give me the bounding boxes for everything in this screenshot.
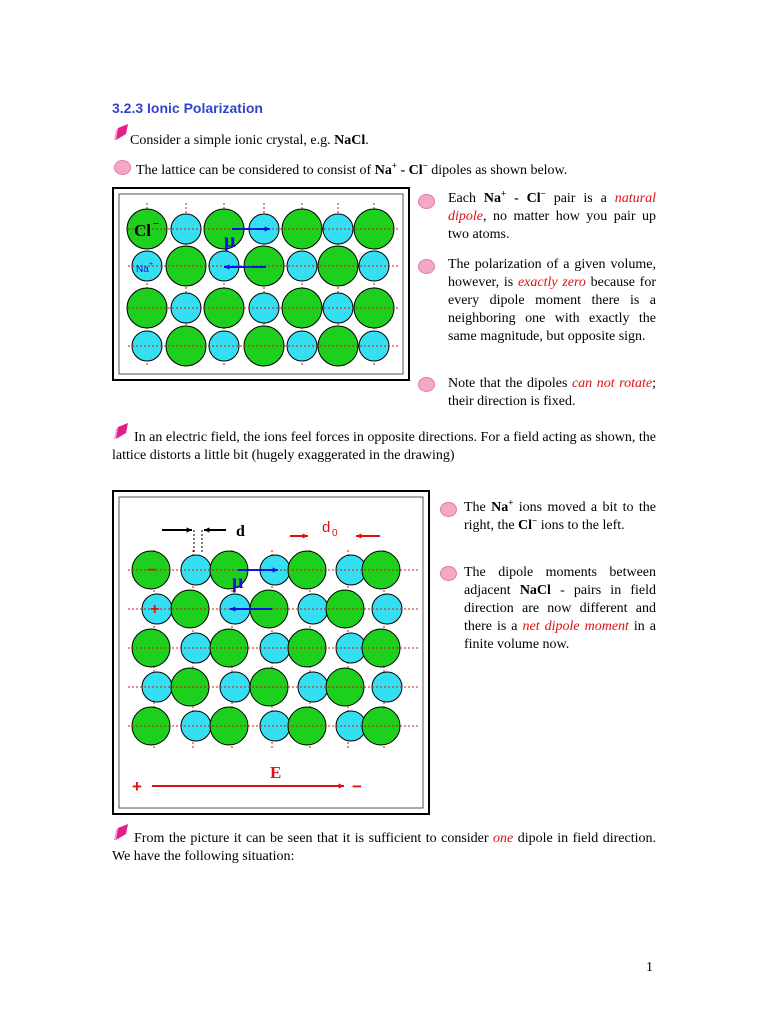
natural-dipole-note: Each Na+ - Cl− pair is a natural dipole, no matter how you pair up two atoms. [448, 188, 656, 242]
minus-charge-label: − [147, 562, 157, 579]
section-heading: 3.2.3 Ionic Polarization [112, 100, 263, 116]
pen-bullet-icon [114, 124, 128, 140]
d0-label-sub: 0 [332, 528, 338, 539]
cl-label: Cl [134, 221, 151, 240]
cl-label-sup: − [153, 218, 160, 230]
mu-label: μ [232, 571, 244, 593]
net-dipole-note: The dipole moments between adjacent NaCl - pairs in field direction are now different and there is a net dipole moment in a finite volume now. [464, 565, 657, 652]
d0-arrow-left-head [356, 533, 361, 538]
d0-arrow-right-head [303, 533, 308, 538]
na-label-sup: + [149, 261, 154, 268]
field-minus-label: − [352, 777, 362, 796]
na-label: Na [136, 264, 149, 275]
lattice-diagram [114, 189, 408, 379]
lattice-figure [112, 187, 410, 381]
plus-charge-label: + [150, 601, 160, 618]
closing-paragraph: From the picture it can be seen that it is sufficient to consider one dipole in field direction. We have the following situation: [112, 831, 657, 864]
intro-consider: Consider a simple ionic crystal, e.g. NaCl. [130, 133, 369, 148]
d-label: d [236, 523, 245, 540]
page-number: 1 [646, 960, 653, 975]
dot-bullet-icon [440, 502, 457, 517]
no-rotation-note: Note that the dipoles can not rotate; their direction is fixed. [448, 376, 656, 409]
distorted-lattice-figure [112, 490, 430, 815]
field-plus-label: + [132, 777, 142, 796]
d0-label: d [322, 519, 331, 536]
dot-bullet-icon [418, 194, 435, 209]
d-arrow-in-left-head [187, 527, 192, 532]
field-paragraph: In an electric field, the ions feel forces in opposite directions. For a field acting as shown, the lattice distorts a little bit (hugely exaggerated in the drawing) [112, 430, 656, 463]
field-E-label: E [270, 763, 282, 782]
zero-polarization-note: The polarization of a given volume, however, is exactly zero because for every dipole moment there is a neighboring one with exactly the same magnitude, but opposite sign. [448, 257, 656, 344]
d-arrow-in-right-head [204, 527, 209, 532]
dot-bullet-icon [114, 160, 131, 175]
field-arrow-head [339, 783, 344, 788]
dot-bullet-icon [440, 566, 457, 581]
dot-bullet-icon [418, 377, 435, 392]
mu-label: μ [224, 230, 236, 252]
distorted-lattice-diagram [114, 492, 428, 813]
dot-bullet-icon [418, 259, 435, 274]
ions-moved-note: The Na+ ions moved a bit to the right, the Cl− ions to the left. [464, 497, 657, 533]
intro-lattice: The lattice can be considered to consist of Na+ - Cl− dipoles as shown below. [136, 160, 568, 178]
